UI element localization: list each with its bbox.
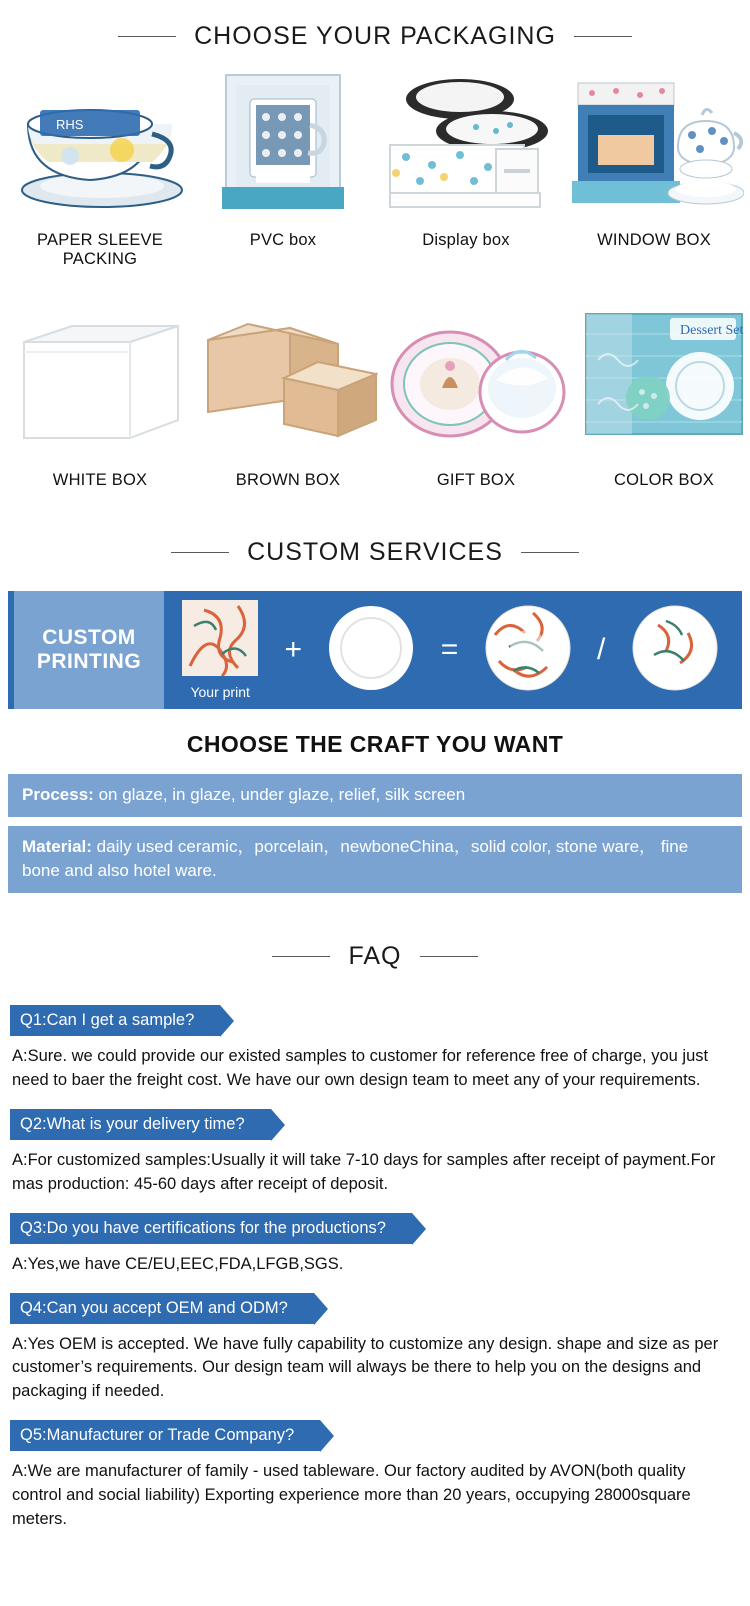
blank-plate-image — [328, 605, 414, 696]
packaging-item-label: WHITE BOX — [52, 471, 148, 489]
faq-question: Q5:Manufacturer or Trade Company? — [10, 1420, 320, 1451]
material-bar — [8, 826, 742, 893]
gift-box-image — [386, 295, 566, 455]
title-rule-right — [521, 552, 579, 553]
custom-printing-formula — [164, 591, 736, 709]
packaging-item — [564, 69, 744, 269]
slash-operator: / — [597, 633, 606, 666]
title-rule-left — [171, 552, 229, 553]
custom-services-section-title — [0, 516, 750, 585]
spacer — [0, 902, 750, 920]
process-bar — [8, 774, 742, 817]
packaging-item — [198, 69, 368, 269]
title-rule-right — [574, 36, 632, 37]
packaging-item — [574, 295, 750, 490]
faq-answer: A:Sure. we could provide our existed samples to customer for reference free of charge, you just need to baer the freight cost. We have our own design team to meet any of your requirements. — [12, 1046, 709, 1089]
faq-question: Q2:What is your delivery time? — [10, 1109, 271, 1140]
packaging-item — [376, 69, 556, 269]
pvc-box-image — [198, 69, 368, 219]
white-box-image — [10, 295, 190, 455]
packaging-item-label: GIFT BOX — [436, 471, 516, 489]
packaging-grid-row-2 — [0, 295, 750, 490]
svg-text:RHS: RHS — [56, 116, 84, 132]
custom-services-title-text: CUSTOM SERVICES — [247, 538, 503, 566]
printed-plate-image-2 — [632, 605, 718, 696]
packaging-item — [10, 295, 190, 490]
faq-answer: A:Yes,we have CE/EU,EEC,FDA,LFGB,SGS. — [12, 1254, 344, 1273]
packaging-item-label: PVC box — [249, 231, 317, 249]
packaging-title-text: CHOOSE YOUR PACKAGING — [194, 22, 556, 50]
faq-answer: A:We are manufacturer of family - used tableware. Our factory audited by AVON(both quality control and social liability) Exporting experience more than 20 years, occupying 28000square meters. — [12, 1462, 691, 1529]
cup-and-saucer-sleeve-image — [10, 69, 190, 219]
your-print-swatch — [182, 600, 258, 700]
plus-operator: + — [284, 633, 303, 666]
custom-printing-line-1: CUSTOM — [42, 626, 136, 650]
process-value: on glaze, in glaze, under glaze, relief, silk screen — [98, 785, 466, 804]
window-box-image — [564, 69, 744, 219]
display-box-image — [376, 69, 556, 219]
packaging-item — [10, 69, 190, 269]
faq-answer: A:Yes OEM is accepted. We have fully capability to customize any design. shape and size as per customer’s requirements. Our design team will always be there to help you on the designs and packaging if needed. — [12, 1334, 719, 1401]
packaging-item-label: WINDOW BOX — [597, 231, 711, 249]
faq-item — [10, 1277, 740, 1405]
packaging-item-label: BROWN BOX — [235, 471, 341, 489]
custom-printing-label — [14, 591, 164, 709]
packaging-item-label: Display box — [422, 231, 510, 249]
packaging-grid-row-1 — [0, 69, 750, 269]
faq-item — [10, 989, 740, 1093]
your-print-caption: Your print — [190, 684, 250, 700]
faq-section-title — [0, 920, 750, 989]
packaging-item-label: COLOR BOX — [614, 471, 714, 489]
faq-item — [10, 1093, 740, 1197]
title-rule-left — [272, 956, 330, 957]
packaging-item-label: PAPER SLEEVE PACKING — [37, 231, 163, 268]
svg-text:Dessert Set: Dessert Set — [680, 323, 744, 338]
packaging-item — [386, 295, 566, 490]
faq-question: Q3:Do you have certifications for the productions? — [10, 1213, 412, 1244]
packaging-section-title — [0, 0, 750, 69]
faq-title-text: FAQ — [348, 941, 402, 970]
faq-list — [0, 989, 750, 1548]
faq-question: Q4:Can you accept OEM and ODM? — [10, 1293, 314, 1324]
spacer — [0, 490, 750, 516]
faq-answer: A:For customized samples:Usually it will take 7-10 days for samples after receipt of payment.For mas production: 45-60 days after receipt of deposit. — [12, 1150, 716, 1193]
printed-plate-image-1 — [485, 605, 571, 696]
packaging-item — [198, 295, 378, 490]
craft-title: CHOOSE THE CRAFT YOU WANT — [186, 731, 564, 757]
custom-printing-line-2: PRINTING — [36, 650, 142, 673]
title-rule-right — [420, 956, 478, 957]
equals-operator: = — [440, 633, 459, 666]
faq-item — [10, 1404, 740, 1532]
process-label: Process: — [22, 785, 94, 804]
color-box-image — [574, 295, 750, 455]
print-pattern-icon — [182, 600, 258, 676]
custom-printing-banner — [8, 591, 742, 709]
faq-item — [10, 1197, 740, 1277]
material-label: Material: — [22, 836, 92, 856]
material-value: daily used ceramic，porcelain，newboneChina，solid color, stone ware， fine bone and also hotel ware. — [22, 836, 689, 881]
brown-box-image — [198, 295, 378, 455]
title-rule-left — [118, 36, 176, 37]
faq-question: Q1:Can I get a sample? — [10, 1005, 220, 1036]
